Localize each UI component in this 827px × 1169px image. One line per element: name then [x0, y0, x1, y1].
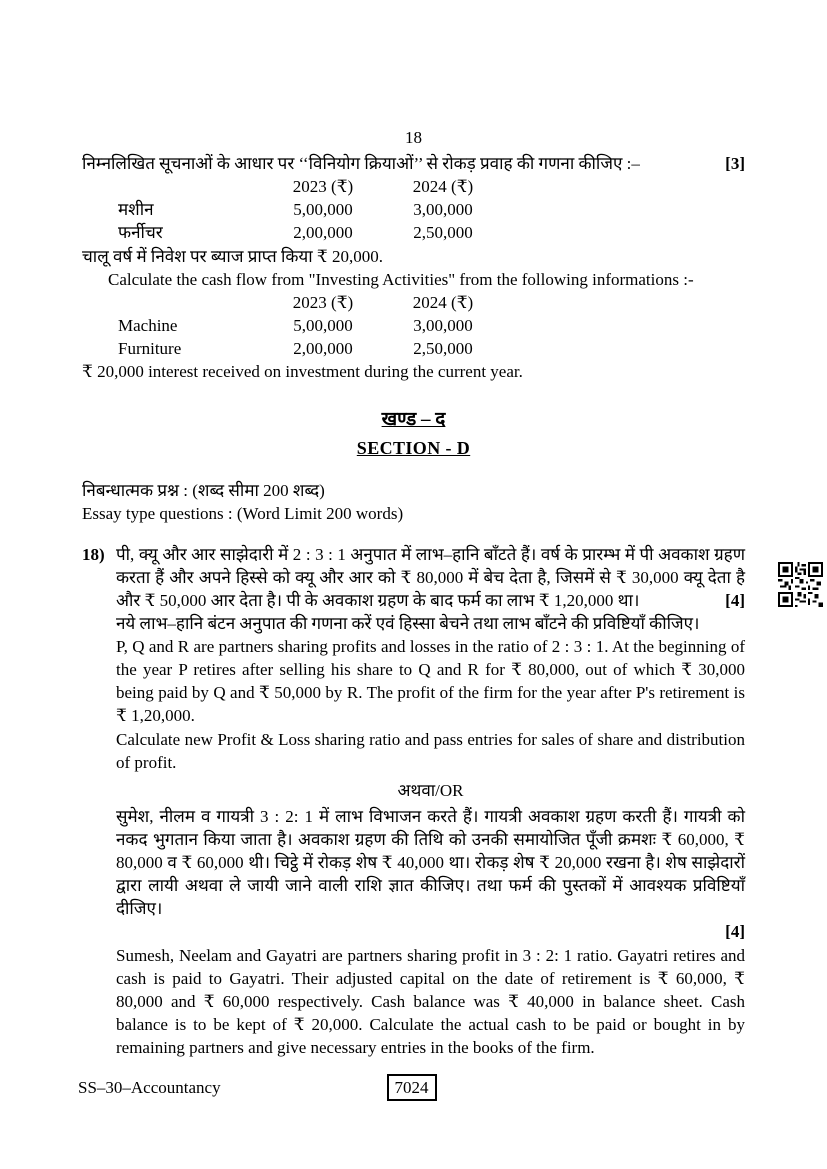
question-18-body: [116, 543, 745, 1059]
section-title-hindi: खण्ड – द: [381, 409, 446, 431]
page-content: [82, 126, 745, 1059]
q18-or-marks: [4]: [725, 922, 745, 942]
page-footer: [78, 1074, 745, 1102]
row-label: फर्नीचर: [118, 223, 163, 243]
qr-code-icon: [778, 562, 823, 607]
page-number: 18: [405, 128, 422, 147]
table-header-row: [118, 175, 745, 198]
col-2024-header: 2024 (₹): [412, 292, 474, 312]
or-separator: अथवा/OR: [397, 780, 464, 800]
row-label: Machine: [118, 315, 178, 335]
question-18-number: 18): [82, 544, 105, 564]
q18-marks: [4]: [725, 590, 745, 610]
q17-table-hindi: [82, 175, 745, 244]
section-header: [82, 407, 745, 460]
question-18: [82, 543, 745, 1059]
table-row: [118, 337, 745, 360]
value-2024: 3,00,000: [413, 200, 473, 220]
question-cashflow-block: [82, 152, 745, 383]
q18-hindi-task: नये लाभ–हानि बंटन अनुपात की गणना करें एवं हिस्सा बेचने तथा लाभ बाँटने की प्रविष्टियाँ कीजिए।: [116, 614, 700, 634]
value-2023: 5,00,000: [293, 315, 353, 335]
value-2024: 3,00,000: [413, 315, 473, 335]
table-row: [118, 314, 745, 337]
paper-code-box: 7024: [387, 1074, 437, 1101]
q17-hindi-intro-line: [82, 152, 745, 175]
q18-english-main: P, Q and R are partners sharing profits and losses in the ratio of 2 : 3 : 1. At the beginning of the year P retires after selling his share to Q and R for ₹ 80,000, out of which ₹ 30,000 being paid by Q and ₹ 50,000 by R. The profit of the firm for the year after P's retirement is ₹ 1,20,000.: [116, 637, 745, 726]
section-note-hindi: निबन्धात्मक प्रश्न : (शब्द सीमा 200 शब्द): [82, 480, 325, 500]
value-2023: 2,00,000: [293, 338, 353, 358]
col-2023-header: 2023 (₹): [292, 292, 354, 312]
q18-or-english: Sumesh, Neelam and Gayatri are partners sharing profit in 3 : 2: 1 ratio. Gayatri retires and cash is paid to Gayatri. Their adjusted capital on the date of retirement is ₹ 60,000, ₹ 80,000 and ₹ 60,000 respectively. Cash balance was ₹ 40,000 in balance sheet. Cash balance is to be kept of ₹ 20,000. Calculate the actual cash to be paid or bought in by remaining partners and give necessary entries in the books of the firm.: [116, 945, 745, 1058]
col-2023-header: 2023 (₹): [292, 177, 354, 197]
row-label: Furniture: [118, 338, 182, 358]
table-row: [118, 198, 745, 221]
q17-hindi-note: चालू वर्ष में निवेश पर ब्याज प्राप्त किया ₹ 20,000.: [82, 246, 383, 266]
q17-hindi-intro: निम्नलिखित सूचनाओं के आधार पर ‘‘विनियोग क्रियाओं’’ से रोकड़ प्रवाह की गणना कीजिए :–: [82, 154, 640, 174]
row-label: मशीन: [118, 200, 154, 220]
table-row: [118, 221, 745, 244]
value-2024: 2,50,000: [413, 223, 473, 243]
q17-marks: [3]: [725, 154, 745, 174]
value-2023: 2,00,000: [293, 223, 353, 243]
value-2023: 5,00,000: [293, 200, 353, 220]
q17-english-note: ₹ 20,000 interest received on investment during the current year.: [82, 362, 523, 382]
header-spacer: [118, 291, 263, 314]
table-header-row: [118, 291, 745, 314]
header-spacer: [118, 175, 263, 198]
q18-or-hindi: सुमेश, नीलम व गायत्री 3 : 2: 1 में लाभ विभाजन करते हैं। गायत्री अवकाश ग्रहण करती हैं। गायत्री को नकद भुगतान किया जाता है। अवकाश ग्रहण की तिथि को उनकी समायोजित पूँजी क्रमशः ₹ 60,000, ₹ 80,000 व ₹ 60,000 थी। चिट्ठे में रोकड़ शेष ₹ 40,000 था। रोकड़ शेष ₹ 20,000 रखना है। शेष साझेदारों द्वारा लायी अथवा ले जायी जाने वाली राशि ज्ञात कीजिए। तथा फर्म की पुस्तकों में आवश्यक प्रविष्टियाँ दीजिए।: [116, 806, 745, 919]
q18-hindi-main: [116, 543, 745, 612]
value-2024: 2,50,000: [413, 338, 473, 358]
section-note-english: Essay type questions : (Word Limit 200 words): [82, 503, 404, 523]
q18-english-task: Calculate new Profit & Loss sharing ratio and pass entries for sales of share and distribution of profit.: [116, 729, 745, 772]
section-title-english: SECTION - D: [356, 438, 471, 459]
q17-english-intro: Calculate the cash flow from "Investing Activities" from the following informations :-: [108, 269, 694, 289]
paper-series-label: SS–30–Accountancy: [78, 1078, 221, 1097]
q17-table-english: [82, 291, 745, 360]
col-2024-header: 2024 (₹): [412, 177, 474, 197]
q18-hindi-text: पी, क्यू और आर साझेदारी में 2 : 3 : 1 अनुपात में लाभ–हानि बाँटते हैं। वर्ष के प्रारम्भ में पी अवकाश ग्रहण करता हैं और अपने हिस्से को क्यू और आर को ₹ 80,000 में बेच देता है, जिसमें से ₹ 30,000 क्यू देता है और ₹ 50,000 आर देता है। पी के अवकाश ग्रहण के बाद फर्म का लाभ ₹ 1,20,000 था।: [116, 544, 745, 610]
